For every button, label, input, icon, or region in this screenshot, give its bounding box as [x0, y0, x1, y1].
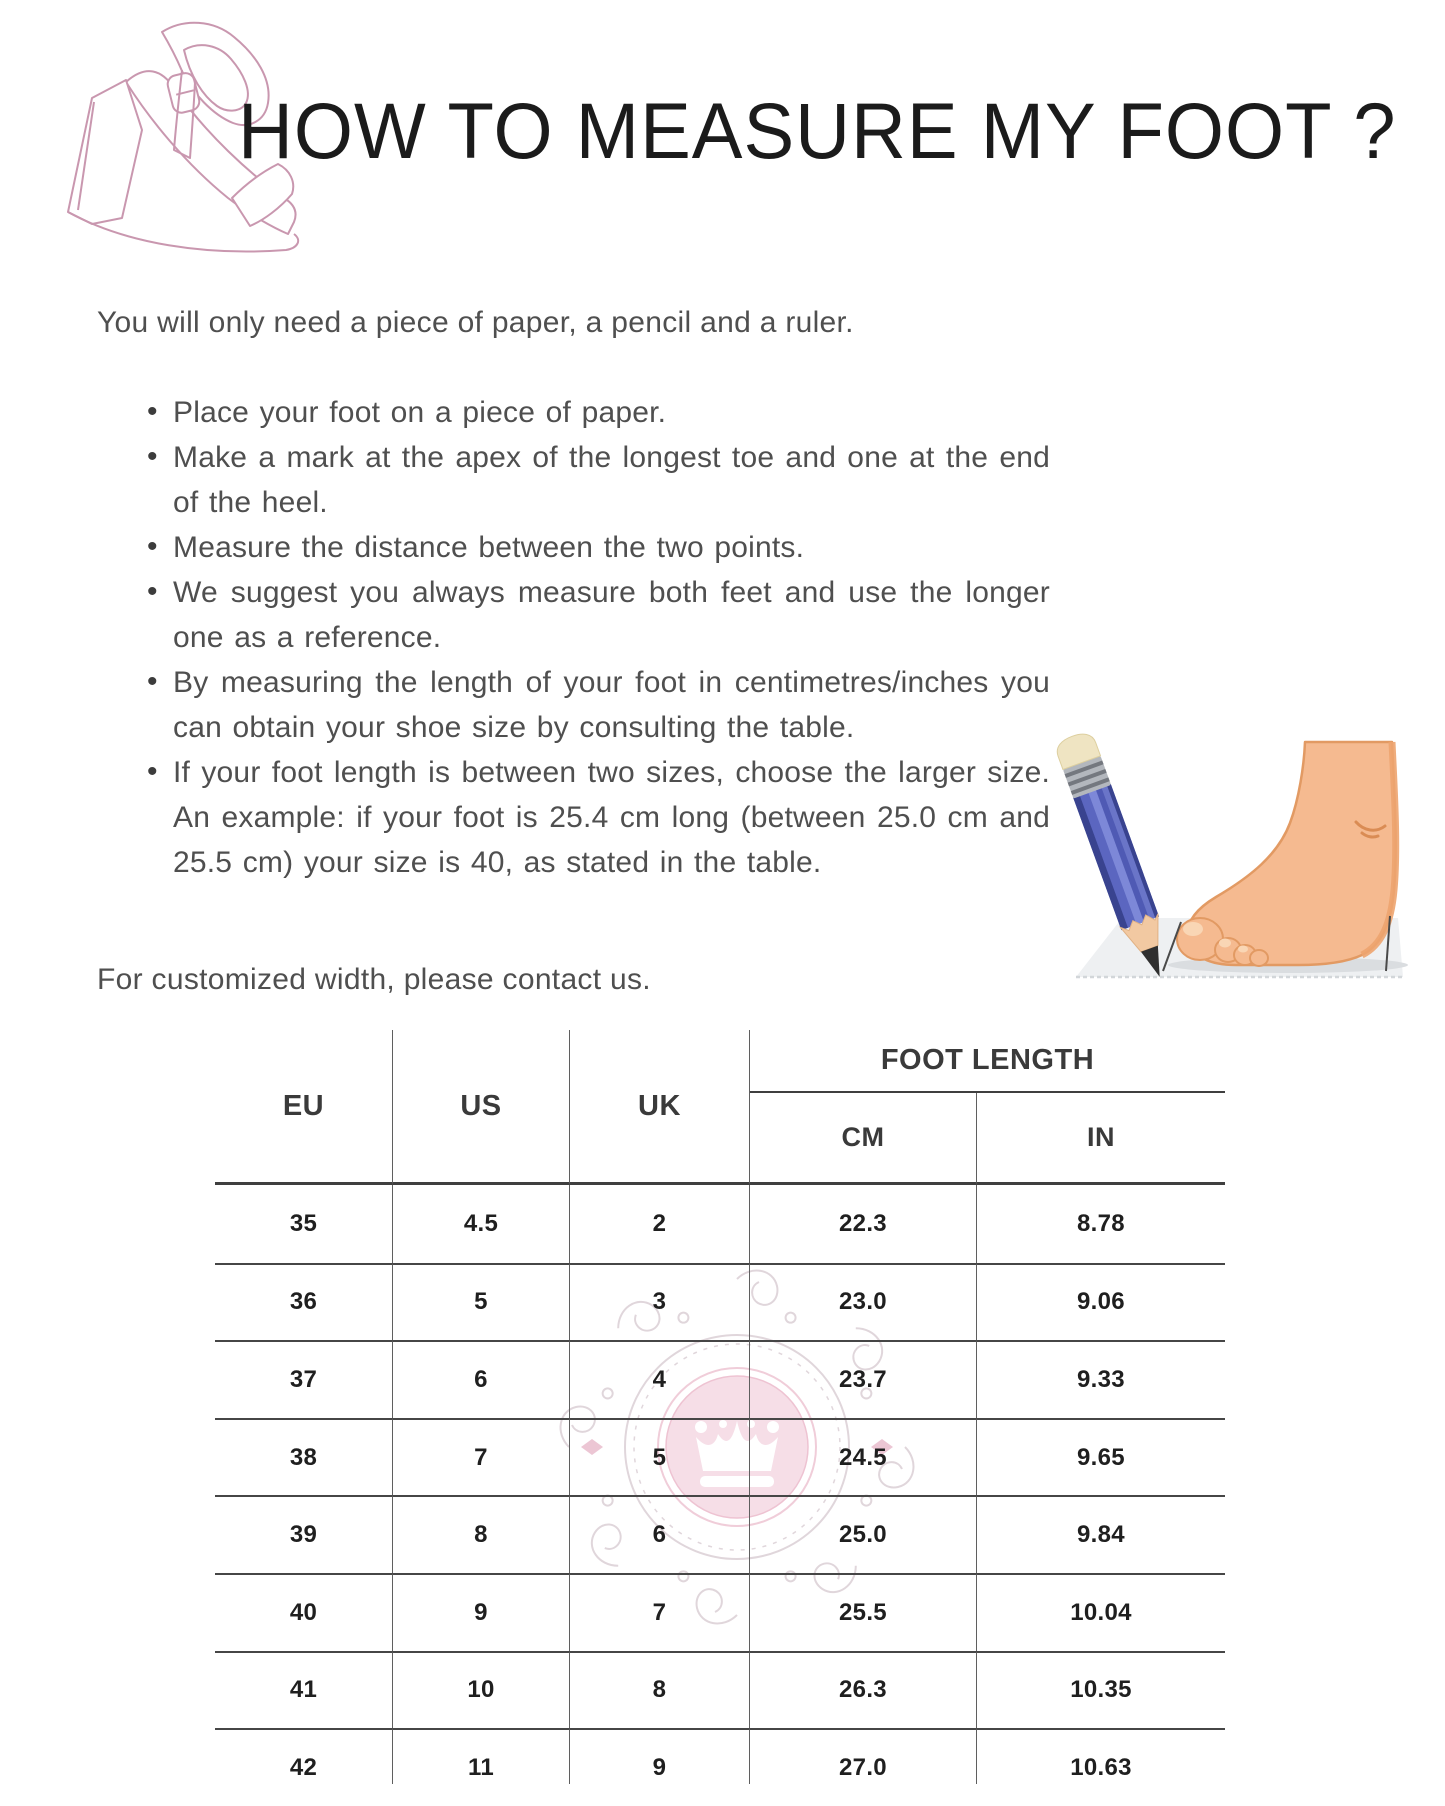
table-cell-uk: 3: [570, 1263, 750, 1341]
table-cell-us: 7: [393, 1418, 570, 1496]
column-header-us: US: [393, 1030, 570, 1185]
table-cell-cm: 23.0: [750, 1263, 977, 1341]
table-cell-uk: 5: [570, 1418, 750, 1496]
table-cell-in: 10.63: [977, 1728, 1225, 1806]
table-cell-eu: 40: [215, 1573, 393, 1651]
table-cell-cm: 24.5: [750, 1418, 977, 1496]
instruction-item: • Measure the distance between the two points.: [145, 525, 1050, 570]
table-cell-eu: 42: [215, 1728, 393, 1806]
column-header-cm: CM: [750, 1093, 977, 1185]
table-cell-cm: 27.0: [750, 1728, 977, 1806]
column-header-uk: UK: [570, 1030, 750, 1185]
table-cell-in: 8.78: [1077, 1209, 1125, 1237]
instruction-item: • Place your foot on a piece of paper.: [145, 390, 1050, 435]
table-cell-uk: 9: [570, 1728, 750, 1806]
table-cell-cm: 22.3: [750, 1185, 977, 1263]
column-header-foot-length: FOOT LENGTH: [750, 1030, 1225, 1093]
table-cell-cm: 26.3: [750, 1651, 977, 1729]
page-bottom-margin: [0, 1784, 1445, 1806]
table-cell-uk: 6: [570, 1495, 750, 1573]
table-cell-us: 5: [393, 1263, 570, 1341]
table-cell-us: 6: [393, 1340, 570, 1418]
table-cell-in: 9.84: [977, 1495, 1225, 1573]
instruction-item: • We suggest you always measure both feet and use the longer one as a reference.: [145, 570, 1050, 660]
instruction-item: • If your foot length is between two sizes, choose the larger size. An example: if your foot is 25.4 cm long (between 25.0 cm and 25.5 cm) your size is 40, as stated in the table.: [145, 750, 1050, 885]
table-cell-eu: 39: [215, 1495, 393, 1573]
table-cell-in: 9.33: [977, 1340, 1225, 1418]
table-cell-us: 8: [393, 1495, 570, 1573]
pencil-foot-illustration: [1040, 724, 1445, 1009]
table-cell-cm: 25.0: [750, 1495, 977, 1573]
table-cell-us: 9: [393, 1573, 570, 1651]
table-cell-uk: 8: [570, 1651, 750, 1729]
table-cell-in: 9.65: [977, 1418, 1225, 1496]
customized-width-note: For customized width, please contact us.: [97, 963, 651, 996]
column-header-in: IN: [977, 1093, 1225, 1185]
table-cell-in: 10.04: [977, 1573, 1225, 1651]
table-cell-uk: 7: [570, 1573, 750, 1651]
table-cell-us: 11: [393, 1728, 570, 1806]
table-cell-cm: 23.7: [750, 1340, 977, 1418]
table-cell-in: 9.06: [977, 1263, 1225, 1341]
table-cell-eu: 36: [215, 1263, 393, 1341]
page-title: HOW TO MEASURE MY FOOT ?: [238, 87, 1397, 176]
table-cell-eu: 37: [215, 1340, 393, 1418]
table-cell-eu: 41: [215, 1651, 393, 1729]
column-header-eu: EU: [215, 1030, 393, 1185]
table-cell-us: 10: [393, 1651, 570, 1729]
instruction-item: • By measuring the length of your foot in centimetres/inches you can obtain your shoe size by consulting the table.: [145, 660, 1050, 750]
table-cell-eu: 35: [215, 1185, 393, 1263]
size-table: [215, 1030, 1225, 1806]
instruction-list: [145, 390, 1050, 885]
intro-text: You will only need a piece of paper, a pencil and a ruler.: [97, 306, 854, 339]
instruction-item: • Make a mark at the apex of the longest toe and one at the end of the heel.: [145, 435, 1050, 525]
table-cell-uk: 2: [570, 1185, 750, 1263]
table-cell-us: 4.5: [393, 1185, 570, 1263]
table-cell-in: 10.35: [977, 1651, 1225, 1729]
table-cell-eu: 38: [215, 1418, 393, 1496]
table-cell-cm: 25.5: [750, 1573, 977, 1651]
table-cell-uk: 4: [570, 1340, 750, 1418]
